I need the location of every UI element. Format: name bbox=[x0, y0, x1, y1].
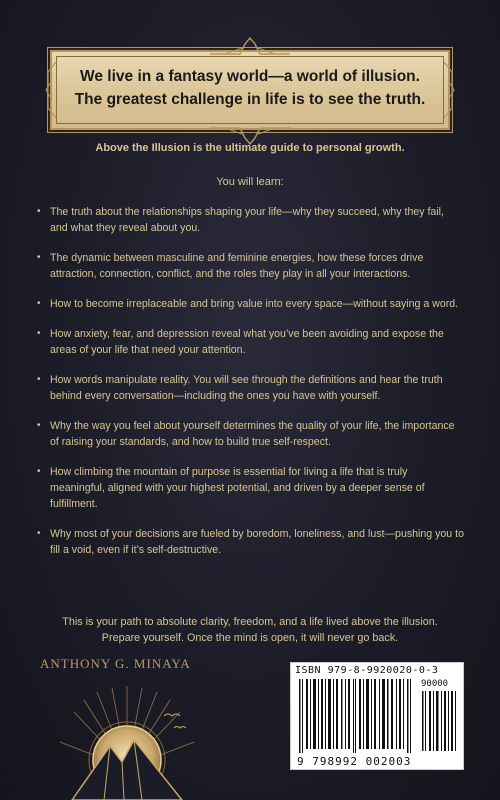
list-item-text: The truth about the relationships shaping your life—why they succeed, why they fail, and what they reveal about you. bbox=[50, 206, 444, 234]
learning-list bbox=[34, 204, 464, 558]
banner-quote bbox=[52, 65, 448, 111]
addon-barcode-bars bbox=[421, 691, 457, 751]
closing-line-1: This is your path to absolute clarity, freedom, and a life lived above the illusion. bbox=[62, 616, 438, 628]
list-item-text: How anxiety, fear, and depression reveal what you’ve been avoiding and expose the areas of your life that need your attention. bbox=[50, 328, 444, 356]
bullet-icon: • bbox=[37, 466, 41, 477]
art-deco-ornament-icon bbox=[442, 60, 456, 120]
list-item-text: How words manipulate reality. You will see through the definitions and hear the truth behind every conversation—including the ones you have with yourself. bbox=[50, 374, 443, 402]
author-name: ANTHONY G. MINAYA bbox=[40, 656, 191, 671]
ean-number: 9 798992 002003 bbox=[297, 755, 412, 768]
list-item bbox=[34, 418, 464, 450]
list-item bbox=[34, 464, 464, 512]
list-item bbox=[34, 372, 464, 404]
banner-line-2: The greatest challenge in life is to see the truth. bbox=[74, 91, 426, 108]
bullet-icon: • bbox=[37, 206, 41, 217]
art-deco-ornament-icon bbox=[44, 60, 58, 120]
list-item bbox=[34, 296, 464, 312]
intro-text: Above the Illusion is the ultimate guide to personal growth. bbox=[95, 142, 405, 154]
banner-line-1: We live in a fantasy world—a world of illusion. bbox=[80, 68, 420, 85]
art-deco-ornament-icon bbox=[200, 36, 300, 56]
list-item-text: Why most of your decisions are fueled by boredom, loneliness, and lust—pushing you to fill a void, even if it’s self-destructive. bbox=[50, 528, 464, 556]
price-addon-label: 90000 bbox=[421, 679, 449, 689]
list-item bbox=[34, 326, 464, 358]
list-item-text: How to become irreplaceable and bring value into every space—without saying a word. bbox=[50, 298, 459, 310]
closing-line-2: Prepare yourself. Once the mind is open, it will never go back. bbox=[101, 632, 399, 644]
barcode-bars bbox=[297, 679, 415, 753]
list-item-text: Why the way you feel about yourself determines the quality of your life, the importance of raising your standards, and how to build true self-respect. bbox=[50, 420, 455, 448]
bullet-icon: • bbox=[37, 374, 41, 385]
list-item-text: The dynamic between masculine and feminine energies, how these forces drive attraction, connection, conflict, and the roles they play in all your interactions. bbox=[50, 252, 424, 280]
closing-text bbox=[30, 614, 470, 646]
list-item-text: How climbing the mountain of purpose is essential for living a life that is truly meaningful, aligned with your highest potential, and driven by a deeper sense of fulfillment. bbox=[50, 466, 425, 510]
mountain-sun-emblem-icon bbox=[52, 676, 202, 800]
list-item bbox=[34, 204, 464, 236]
quote-banner bbox=[52, 52, 448, 128]
bullet-icon: • bbox=[37, 298, 41, 309]
bullet-icon: • bbox=[37, 528, 41, 539]
list-item bbox=[34, 250, 464, 282]
isbn-barcode bbox=[290, 662, 464, 770]
bullet-icon: • bbox=[37, 420, 41, 431]
list-item bbox=[34, 526, 464, 558]
bullet-icon: • bbox=[37, 328, 41, 339]
learn-heading: You will learn: bbox=[216, 176, 284, 188]
isbn-label: ISBN 979-8-9920020-0-3 bbox=[295, 665, 439, 676]
bullet-icon: • bbox=[37, 252, 41, 263]
